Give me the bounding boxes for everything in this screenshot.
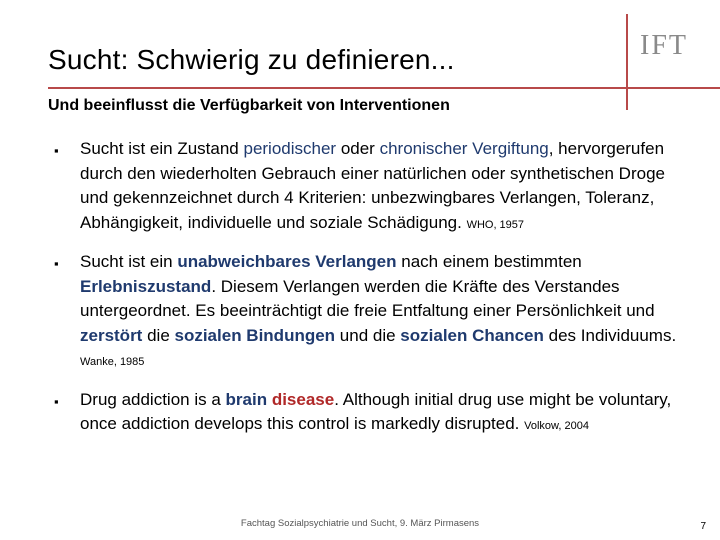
- slide-title: Sucht: Schwierig zu definieren...: [48, 44, 455, 75]
- term-brain: brain: [225, 389, 268, 409]
- horizontal-divider: [48, 87, 720, 89]
- term-zerstoert: zerstört: [80, 325, 143, 345]
- bullet-list: [54, 137, 694, 452]
- term-disease: disease: [271, 389, 335, 409]
- ift-logo: IFT: [640, 30, 688, 61]
- slide-subtitle: Und beeinflusst die Verfügbarkeit von Interventionen: [48, 97, 450, 114]
- bullet-item-who: ▪ Sucht ist ein Zustand periodischer oder chronischer Vergiftung, hervorgerufen durch den wiederholten Gebrauch einer natürlichen oder synthetischen Droge und gekennzeichnet durch 4 Kriterien: unbezwingbares Verlangen, Toleranz, Abhängigkeit, individuelle und soziale Schädigung. WHO, 1957: [54, 139, 665, 232]
- square-bullet-icon: ▪: [54, 256, 59, 271]
- citation-wanke: Wanke, 1985: [80, 356, 145, 368]
- bullet-item-volkow: ▪ Drug addiction is a brain disease. Although initial drug use might be voluntary, once addiction develops this control is markedly disrupted. Volkow, 2004: [54, 389, 672, 433]
- term-periodischer: periodischer: [243, 139, 337, 158]
- vertical-divider: [626, 14, 628, 110]
- square-bullet-icon: ▪: [54, 143, 59, 158]
- term-erlebniszustand: Erlebniszustand: [80, 276, 212, 296]
- bullet-item-wanke: ▪ Sucht ist ein unabweichbares Verlangen nach einem bestimmten Erlebniszustand. Diesem Verlangen werden die Kräfte des Verstandes untergeordnet. Es beeinträchtigt die freie Entfaltung einer Persönlichkeit und zerstört die sozialen Bindungen und die sozialen Chancen des Individuums. Wanke, 1985: [54, 252, 677, 368]
- citation-who: WHO, 1957: [466, 218, 525, 231]
- term-unabweichbares-verlangen: unabweichbares Verlangen: [177, 252, 397, 271]
- page-number: 7: [700, 521, 706, 532]
- term-chronischer-vergiftung: chronischer Vergiftung: [379, 139, 549, 158]
- citation-volkow: Volkow, 2004: [524, 420, 589, 432]
- square-bullet-icon: ▪: [54, 393, 59, 409]
- footer-text: Fachtag Sozialpsychiatrie und Sucht, 9. März Pirmasens: [240, 518, 480, 529]
- term-sozialen-bindungen: sozialen Bindungen: [174, 325, 336, 345]
- term-sozialen-chancen: sozialen Chancen: [400, 325, 544, 345]
